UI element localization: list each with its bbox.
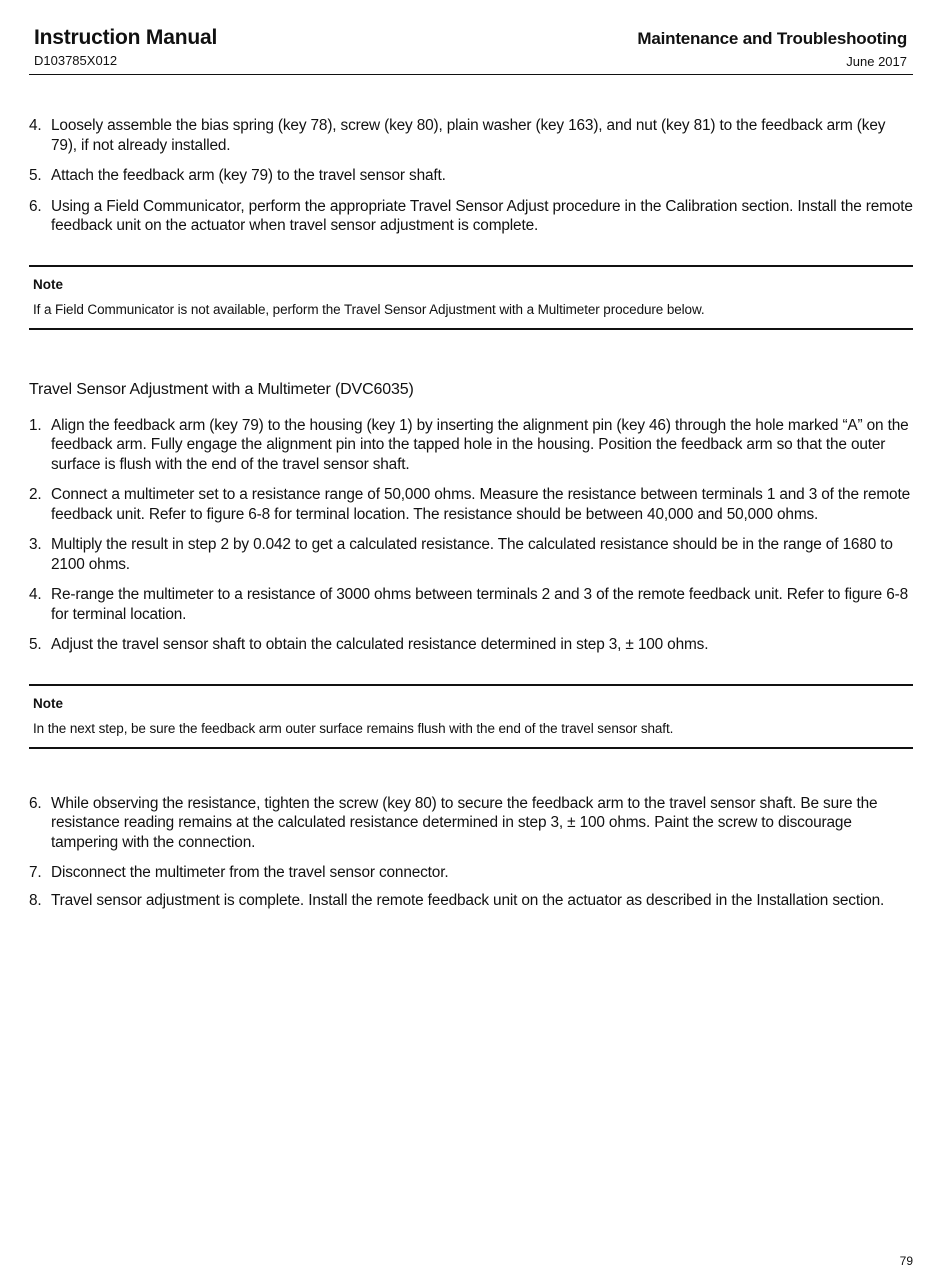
page-number: 79	[899, 1254, 913, 1268]
header-divider	[29, 74, 913, 75]
list-item	[29, 116, 913, 155]
steps-list-c	[29, 794, 913, 911]
list-item	[29, 794, 913, 853]
list-item	[29, 635, 913, 655]
note-box	[29, 265, 913, 330]
list-item	[29, 891, 913, 911]
step-number: 3.	[29, 536, 42, 553]
step-number: 6.	[29, 794, 42, 812]
step-number: 2.	[29, 486, 42, 503]
step-number: 8.	[29, 891, 42, 909]
document-number: D103785X012	[34, 53, 118, 68]
note-text: In the next step, be sure the feedback arm outer surface remains flush with the end of the travel sensor shaft.	[33, 720, 674, 736]
step-number: 4.	[29, 586, 42, 603]
steps-list-a	[29, 116, 913, 236]
step-number: 5.	[29, 636, 42, 653]
section-title: Maintenance and Troubleshooting	[637, 29, 907, 48]
step-number: 6.	[29, 197, 42, 215]
note-title: Note	[33, 695, 63, 711]
list-item	[29, 863, 913, 883]
procedure-heading: Travel Sensor Adjustment with a Multimeter (DVC6035)	[29, 380, 414, 398]
publication-date: June 2017	[846, 54, 907, 69]
step-text: Re-range the multimeter to a resistance of 3000 ohms between terminals 2 and 3 of the remote feedback unit. Refer to figure 6-8 for terminal location.	[51, 586, 908, 623]
list-item	[29, 535, 913, 574]
note-title: Note	[33, 276, 63, 292]
note-text: If a Field Communicator is not available, perform the Travel Sensor Adjustment with a Multimeter procedure below.	[33, 301, 705, 317]
list-item	[29, 585, 913, 624]
step-text: Using a Field Communicator, perform the appropriate Travel Sensor Adjust procedure in the Calibration section. Install the remote feedback unit on the actuator when travel sensor adjustment is complete.	[51, 197, 913, 234]
step-number: 4.	[29, 117, 42, 134]
list-item	[29, 197, 913, 236]
step-text: Multiply the result in step 2 by 0.042 to get a calculated resistance. The calculated resistance should be in the range of 1680 to 2100 ohms.	[51, 536, 893, 573]
note-box	[29, 684, 913, 749]
step-text: Connect a multimeter set to a resistance range of 50,000 ohms. Measure the resistance between terminals 1 and 3 of the remote feedback unit. Refer to figure 6-8 for terminal location. The resistance should be between 40,000 and 50,000 ohms.	[51, 486, 910, 523]
step-number: 1.	[29, 416, 42, 434]
page-header	[34, 26, 907, 76]
step-text: Attach the feedback arm (key 79) to the travel sensor shaft.	[51, 167, 446, 184]
list-item	[29, 416, 913, 475]
page-content	[29, 116, 913, 921]
step-text: Disconnect the multimeter from the travel sensor connector.	[51, 864, 449, 881]
step-text: Travel sensor adjustment is complete. Install the remote feedback unit on the actuator as described in the Installation section.	[51, 891, 885, 909]
list-item	[29, 166, 913, 186]
step-text: Adjust the travel sensor shaft to obtain the calculated resistance determined in step 3, ± 100 ohms.	[51, 636, 709, 653]
step-number: 7.	[29, 864, 42, 881]
step-text: Align the feedback arm (key 79) to the housing (key 1) by inserting the alignment pin (key 46) through the hole marked “A” on the feedback arm. Fully engage the alignment pin into the tapped hole in the housing. Position the feedback arm so that the outer surface is flush with the end of the travel sensor shaft.	[51, 416, 909, 473]
step-number: 5.	[29, 167, 42, 184]
manual-title: Instruction Manual	[34, 26, 218, 49]
step-text: While observing the resistance, tighten the screw (key 80) to secure the feedback arm to the travel sensor shaft. Be sure the resistance reading remains at the calculated resistance determined in step 3, ± 100 ohms. Paint the screw to discourage tampering with the connection.	[51, 794, 878, 851]
steps-list-b	[29, 416, 913, 655]
list-item	[29, 485, 913, 524]
step-text: Loosely assemble the bias spring (key 78), screw (key 80), plain washer (key 163), and nut (key 81) to the feedback arm (key 79), if not already installed.	[51, 117, 886, 154]
